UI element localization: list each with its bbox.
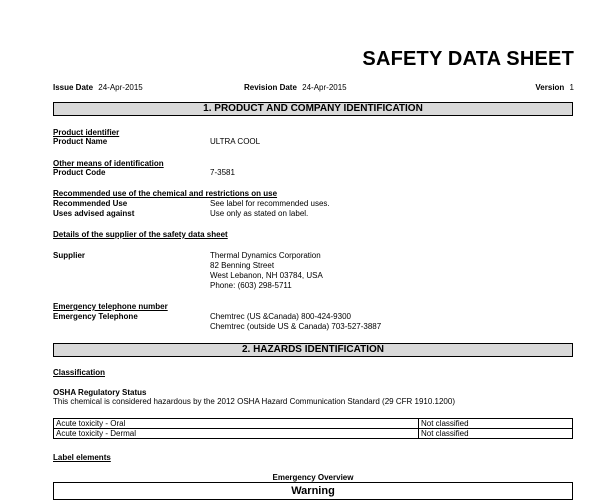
uses-advised-against-label: Uses advised against — [53, 209, 135, 218]
revision-date — [244, 83, 347, 92]
product-code-label: Product Code — [53, 168, 106, 177]
revision-date-value: 24-Apr-2015 — [302, 83, 347, 92]
supplier-label: Supplier — [53, 251, 86, 260]
issue-date — [53, 83, 143, 92]
supplier-line: 82 Benning Street — [210, 261, 275, 270]
recommended-use-value: See label for recommended uses. — [210, 199, 330, 208]
product-identifier-heading: Product identifier — [53, 128, 120, 137]
section-1-heading: 1. PRODUCT AND COMPANY IDENTIFICATION — [53, 102, 573, 116]
emergency-overview-heading: Emergency Overview — [272, 473, 354, 482]
emergency-line: Chemtrec (US &Canada) 800-424-9300 — [210, 312, 351, 321]
osha-status-text: This chemical is considered hazardous by the 2012 OSHA Hazard Communication Standard (29 CFR 1910.1200) — [53, 397, 455, 406]
emergency-heading: Emergency telephone number — [53, 302, 168, 311]
label-elements-heading: Label elements — [53, 453, 111, 462]
supplier-line: Phone: (603) 298-5711 — [210, 281, 292, 290]
emergency-telephone-label: Emergency Telephone — [53, 312, 138, 321]
issue-date-value: 24-Apr-2015 — [98, 83, 143, 92]
document-title: SAFETY DATA SHEET — [362, 48, 574, 70]
supplier-line: Thermal Dynamics Corporation — [210, 251, 321, 260]
recommended-use-label: Recommended Use — [53, 199, 128, 208]
supplier-address — [210, 251, 323, 291]
recommended-use-heading: Recommended use of the chemical and restrictions on use — [53, 189, 278, 198]
table-row — [54, 419, 573, 429]
version — [535, 83, 574, 92]
section-2-heading: 2. HAZARDS IDENTIFICATION — [53, 343, 573, 357]
supplier-details-heading: Details of the supplier of the safety data sheet — [53, 230, 228, 239]
emergency-line: Chemtrec (outside US & Canada) 703-527-3887 — [210, 322, 382, 331]
uses-advised-against-value: Use only as stated on label. — [210, 209, 309, 218]
other-means-heading: Other means of identification — [53, 159, 164, 168]
product-code-value: 7-3581 — [210, 168, 235, 177]
classification-heading: Classification — [53, 368, 106, 377]
version-value: 1 — [569, 83, 574, 92]
version-label: Version — [535, 83, 565, 92]
product-name-value: ULTRA COOL — [210, 137, 261, 146]
issue-date-label: Issue Date — [53, 83, 94, 92]
osha-status-label: OSHA Regulatory Status — [53, 388, 147, 397]
signal-word-box: Warning — [53, 482, 573, 500]
status-cell: Not classified — [419, 419, 573, 429]
hazard-cell: Acute toxicity - Oral — [54, 419, 419, 429]
status-cell: Not classified — [419, 429, 573, 439]
revision-date-label: Revision Date — [244, 83, 297, 92]
supplier-line: West Lebanon, NH 03784, USA — [210, 271, 323, 280]
product-name-label: Product Name — [53, 137, 108, 146]
emergency-telephone-value — [210, 312, 381, 332]
table-row — [54, 429, 573, 439]
toxicity-table — [53, 418, 573, 439]
hazard-cell: Acute toxicity - Dermal — [54, 429, 419, 439]
